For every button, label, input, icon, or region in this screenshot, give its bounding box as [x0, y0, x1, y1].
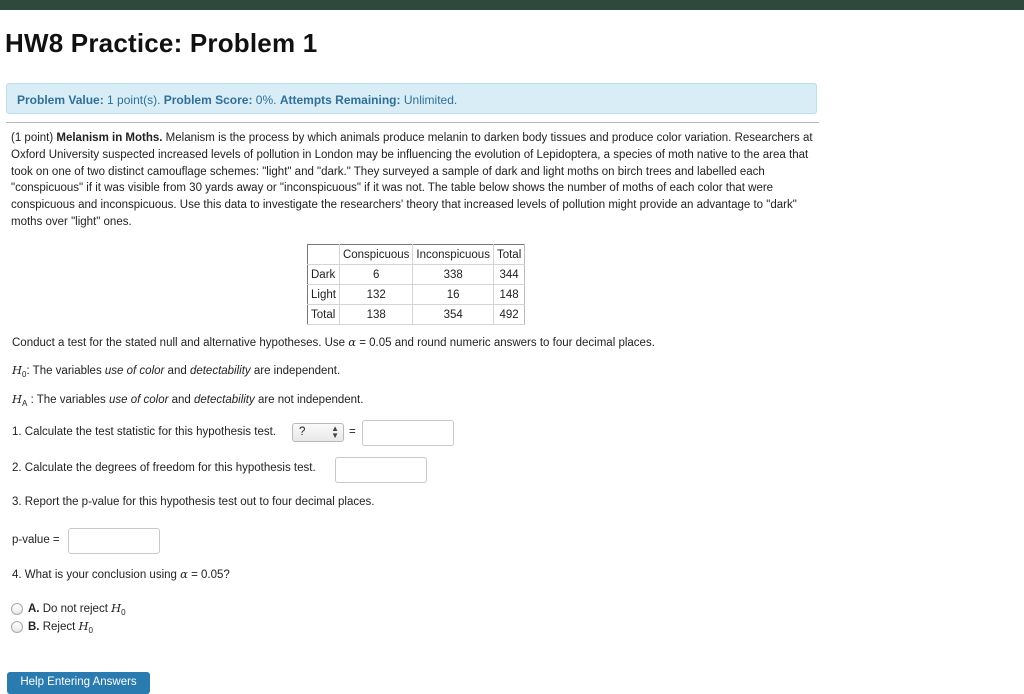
table-cell: 344	[493, 265, 524, 285]
problem-status-box	[6, 83, 817, 114]
row-header: Light	[308, 285, 340, 305]
table-header-row	[308, 245, 525, 265]
h0-subscript: 0	[22, 370, 27, 379]
option-a-text: Do not reject	[39, 603, 112, 615]
option-b-radio[interactable]	[11, 621, 23, 633]
question-1: 1. Calculate the test statistic for this hypothesis test.	[12, 426, 276, 438]
score-text: 0%.	[255, 93, 277, 107]
score-label: Problem Score:	[163, 93, 253, 107]
ha-text: : The variables	[27, 394, 109, 406]
test-statistic-input[interactable]	[362, 420, 454, 446]
pvalue-label: p-value =	[12, 534, 60, 546]
h0-text: : The variables	[26, 365, 105, 377]
table-row	[308, 265, 525, 285]
h-subscript: 0	[121, 608, 126, 617]
table-cell: 148	[493, 285, 524, 305]
ha-symbol: H	[12, 392, 23, 406]
top-nav-bar	[0, 0, 1024, 10]
option-b-letter: B.	[28, 621, 40, 633]
table-row	[308, 285, 525, 305]
h0-text-end: are independent.	[250, 365, 341, 377]
divider	[6, 122, 819, 123]
equals-sign: =	[349, 426, 356, 438]
value-label: Problem Value:	[17, 93, 104, 107]
h-symbol: H	[111, 601, 122, 615]
select-arrows-icon: ▲ ▼	[331, 424, 339, 440]
attempts-label: Attempts Remaining:	[279, 93, 401, 107]
var1: use of color	[108, 394, 169, 406]
var2: detectability	[194, 394, 255, 406]
table-cell: 138	[339, 305, 412, 325]
ha-text-end: are not independent.	[254, 394, 364, 406]
problem-points: (1 point)	[11, 132, 54, 144]
col-header: Inconspicuous	[413, 245, 494, 265]
problem-body: Melanism is the process by which animals produce melanin to darken body tissues and produce color variation. Researchers at Oxford University suspected increased levels of pollution in London may be influencing the evolution of Lepidoptera, a species of moth native to the area that took on one of two distinct camouflage schemes: "light" and "dark." They surveyed a sample of dark and light moths on birch trees and labelled each "conspicuous" if it was visible from 30 yards away or "inconspicuous" if it was not. The table below shows the number of moths of each color that were conspicuous and inconspicuous. Use this data to investigate the researchers' theory that increased levels of pollution might provide an advantage to "dark" moths over "light" ones.	[11, 132, 813, 228]
help-entering-answers-button[interactable]: Help Entering Answers	[7, 672, 150, 694]
null-hypothesis	[12, 363, 340, 379]
problem-description	[11, 130, 816, 231]
table-cell: 354	[413, 305, 494, 325]
and-word: and	[164, 365, 190, 377]
table-cell: 132	[339, 285, 412, 305]
table-cell: 338	[413, 265, 494, 285]
and-word: and	[168, 394, 195, 406]
conduct-instructions	[12, 335, 655, 349]
table-cell: 6	[339, 265, 412, 285]
test-statistic-select[interactable]	[292, 423, 344, 442]
attempts-text: Unlimited.	[403, 93, 458, 107]
row-header: Total	[308, 305, 340, 325]
q4-text: 4. What is your conclusion using	[12, 569, 181, 581]
q4-text-end: = 0.05?	[187, 569, 230, 581]
value-text: 1 point(s).	[107, 93, 161, 107]
table-cell: 16	[413, 285, 494, 305]
var2: detectability	[189, 365, 251, 377]
h-subscript: 0	[88, 626, 93, 635]
option-b-label[interactable]	[28, 619, 93, 635]
col-header: Conspicuous	[339, 245, 412, 265]
option-b-text: Reject	[39, 621, 79, 633]
ha-subscript: A	[22, 399, 28, 408]
row-header: Dark	[308, 265, 340, 285]
pvalue-input[interactable]	[68, 528, 160, 554]
option-a-letter: A.	[28, 603, 40, 615]
degrees-of-freedom-input[interactable]	[335, 457, 427, 483]
option-a-label[interactable]	[28, 601, 126, 617]
option-a-radio[interactable]	[11, 603, 23, 615]
table-row	[308, 305, 525, 325]
problem-heading: Melanism in Moths.	[56, 132, 163, 144]
h0-symbol: H	[12, 363, 23, 377]
question-4	[12, 567, 230, 581]
page-title: HW8 Practice: Problem 1	[5, 28, 318, 58]
conduct-text-end: = 0.05 and round numeric answers to four decimal places.	[356, 337, 655, 349]
col-header: Total	[493, 245, 524, 265]
table-corner	[308, 245, 340, 265]
question-2: 2. Calculate the degrees of freedom for this hypothesis test.	[12, 462, 316, 474]
table-cell: 492	[493, 305, 524, 325]
conduct-text: Conduct a test for the stated null and alternative hypotheses. Use	[12, 337, 349, 349]
question-3: 3. Report the p-value for this hypothesis test out to four decimal places.	[12, 496, 375, 508]
alternative-hypothesis	[12, 392, 363, 408]
var1: use of color	[104, 365, 165, 377]
contingency-table	[307, 244, 525, 325]
alpha-symbol: α	[348, 335, 357, 349]
select-value: ?	[299, 426, 306, 438]
h-symbol: H	[78, 619, 89, 633]
alpha-symbol: α	[180, 567, 188, 581]
